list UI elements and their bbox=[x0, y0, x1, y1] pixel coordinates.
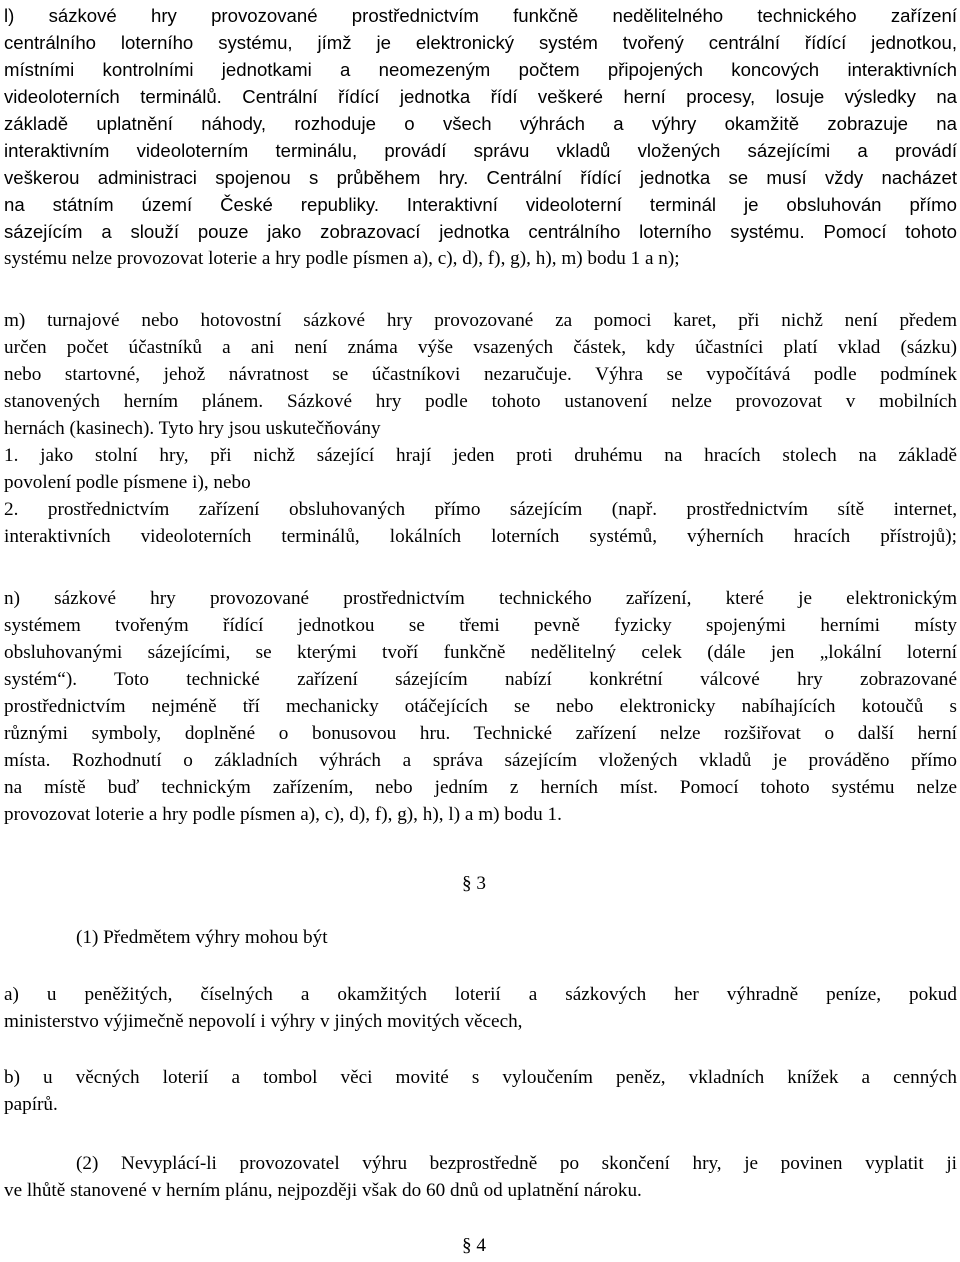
text-line: různými symboly, doplněné o bonusovou hru. Technické zařízení nelze rozšiřovat o další herní bbox=[4, 723, 957, 744]
text-line: (2) Nevyplácí-li provozovatel výhru bezprostředně po skončení hry, je povinen vyplatit ji bbox=[76, 1153, 957, 1174]
text-line: nebo startovné, jehož návratnost se účastníkovi nezaručuje. Výhra se vypočítává podle podmínek bbox=[4, 364, 957, 385]
text-line: základě uplatnění náhody, rozhoduje o všech výhrách a výhry okamžitě zobrazuje na bbox=[4, 113, 957, 134]
text-line: místními kontrolními jednotkami a neomezeným počtem připojených koncových interaktivních bbox=[4, 59, 957, 80]
section-heading: § 4 bbox=[462, 1235, 486, 1256]
text-line: systému nelze provozovat loterie a hry podle písmen a), c), d), f), g), h), m) bodu 1 a n); bbox=[4, 248, 680, 269]
text-line: m) turnajové nebo hotovostní sázkové hry provozované za pomoci karet, při nichž není předem bbox=[4, 310, 957, 331]
text-line: interaktivních videoloterních terminálů, lokálních loterních systémů, výherních hracích přístrojů); bbox=[4, 526, 957, 547]
text-line: ministerstvo výjimečně nepovolí i výhry v jiných movitých věcech, bbox=[4, 1011, 523, 1032]
text-line: b) u věcných loterií a tombol věci movité s vyloučením peněz, vkladních knížek a cenných bbox=[4, 1067, 957, 1088]
text-line: videoloterních terminálů. Centrální řídící jednotka řídí veškeré herní procesy, losuje výsledky na bbox=[4, 86, 957, 107]
text-line: hernách (kasinech). Tyto hry jsou uskutečňovány bbox=[4, 418, 381, 439]
text-line: určen počet účastníků a ani není známa výše vsazených částek, kdy účastníci platí vklad (sázku) bbox=[4, 337, 957, 358]
text-line: papírů. bbox=[4, 1094, 58, 1115]
text-line: sázejícím a slouží pouze jako zobrazovací jednotka centrálního loterního systému. Pomocí tohoto bbox=[4, 221, 957, 242]
text-line: místa. Rozhodnutí o základních výhrách a správa sázejícím vložených vkladů je prováděno přímo bbox=[4, 750, 957, 771]
text-line: veškerou administraci spojenou s průběhem hry. Centrální řídící jednotka se musí vždy nacházet bbox=[4, 167, 957, 188]
text-line: na státním území České republiky. Interaktivní videoloterní terminál je obsluhován přímo bbox=[4, 194, 957, 215]
text-line: l) sázkové hry provozované prostřednictvím funkčně nedělitelného technického zařízení bbox=[4, 5, 957, 26]
text-line: ve lhůtě stanovené v herním plánu, nejpozději však do 60 dnů od uplatnění nároku. bbox=[4, 1180, 642, 1201]
text-line: na místě buď technickým zařízením, nebo jedním z herních míst. Pomocí tohoto systému nelze bbox=[4, 777, 957, 798]
section-heading: § 3 bbox=[462, 873, 486, 894]
text-line: 1. jako stolní hry, při nichž sázející hrají jeden proti druhému na hracích stolech na základě bbox=[4, 445, 957, 466]
text-line: systémem tvořeným řídící jednotkou se třemi pevně fyzicky spojenými herními místy bbox=[4, 615, 957, 636]
text-line: a) u peněžitých, číselných a okamžitých loterií a sázkových her výhradně peníze, pokud bbox=[4, 984, 957, 1005]
text-line: obsluhovanými sázejícími, se kterými tvoří funkčně nedělitelný celek (dále jen „lokální loterní bbox=[4, 642, 957, 663]
subsection-intro: (1) Předmětem výhry mohou být bbox=[76, 927, 328, 948]
text-line: n) sázkové hry provozované prostřednictvím technického zařízení, které je elektronickým bbox=[4, 588, 957, 609]
text-line: interaktivním videoloterním terminálu, provádí správu vkladů vložených sázejícími a provádí bbox=[4, 140, 957, 161]
text-line: povolení podle písmene i), nebo bbox=[4, 472, 251, 493]
text-line: 2. prostřednictvím zařízení obsluhovaných přímo sázejícím (např. prostřednictvím sítě internet, bbox=[4, 499, 957, 520]
text-line: stanovených herním plánem. Sázkové hry podle tohoto ustanovení nelze provozovat v mobilních bbox=[4, 391, 957, 412]
text-line: prostřednictvím nejméně tří mechanicky otáčejících se nebo elektronicky nabíhajících kotoučů s bbox=[4, 696, 957, 717]
text-line: provozovat loterie a hry podle písmen a), c), d), f), g), h), l) a m) bodu 1. bbox=[4, 804, 562, 825]
text-line: systém“). Toto technické zařízení sázejícím nabízí konkrétní válcové hry zobrazované bbox=[4, 669, 957, 690]
text-line: centrálního loterního systému, jímž je elektronický systém tvořený centrální řídící jednotkou, bbox=[4, 32, 957, 53]
